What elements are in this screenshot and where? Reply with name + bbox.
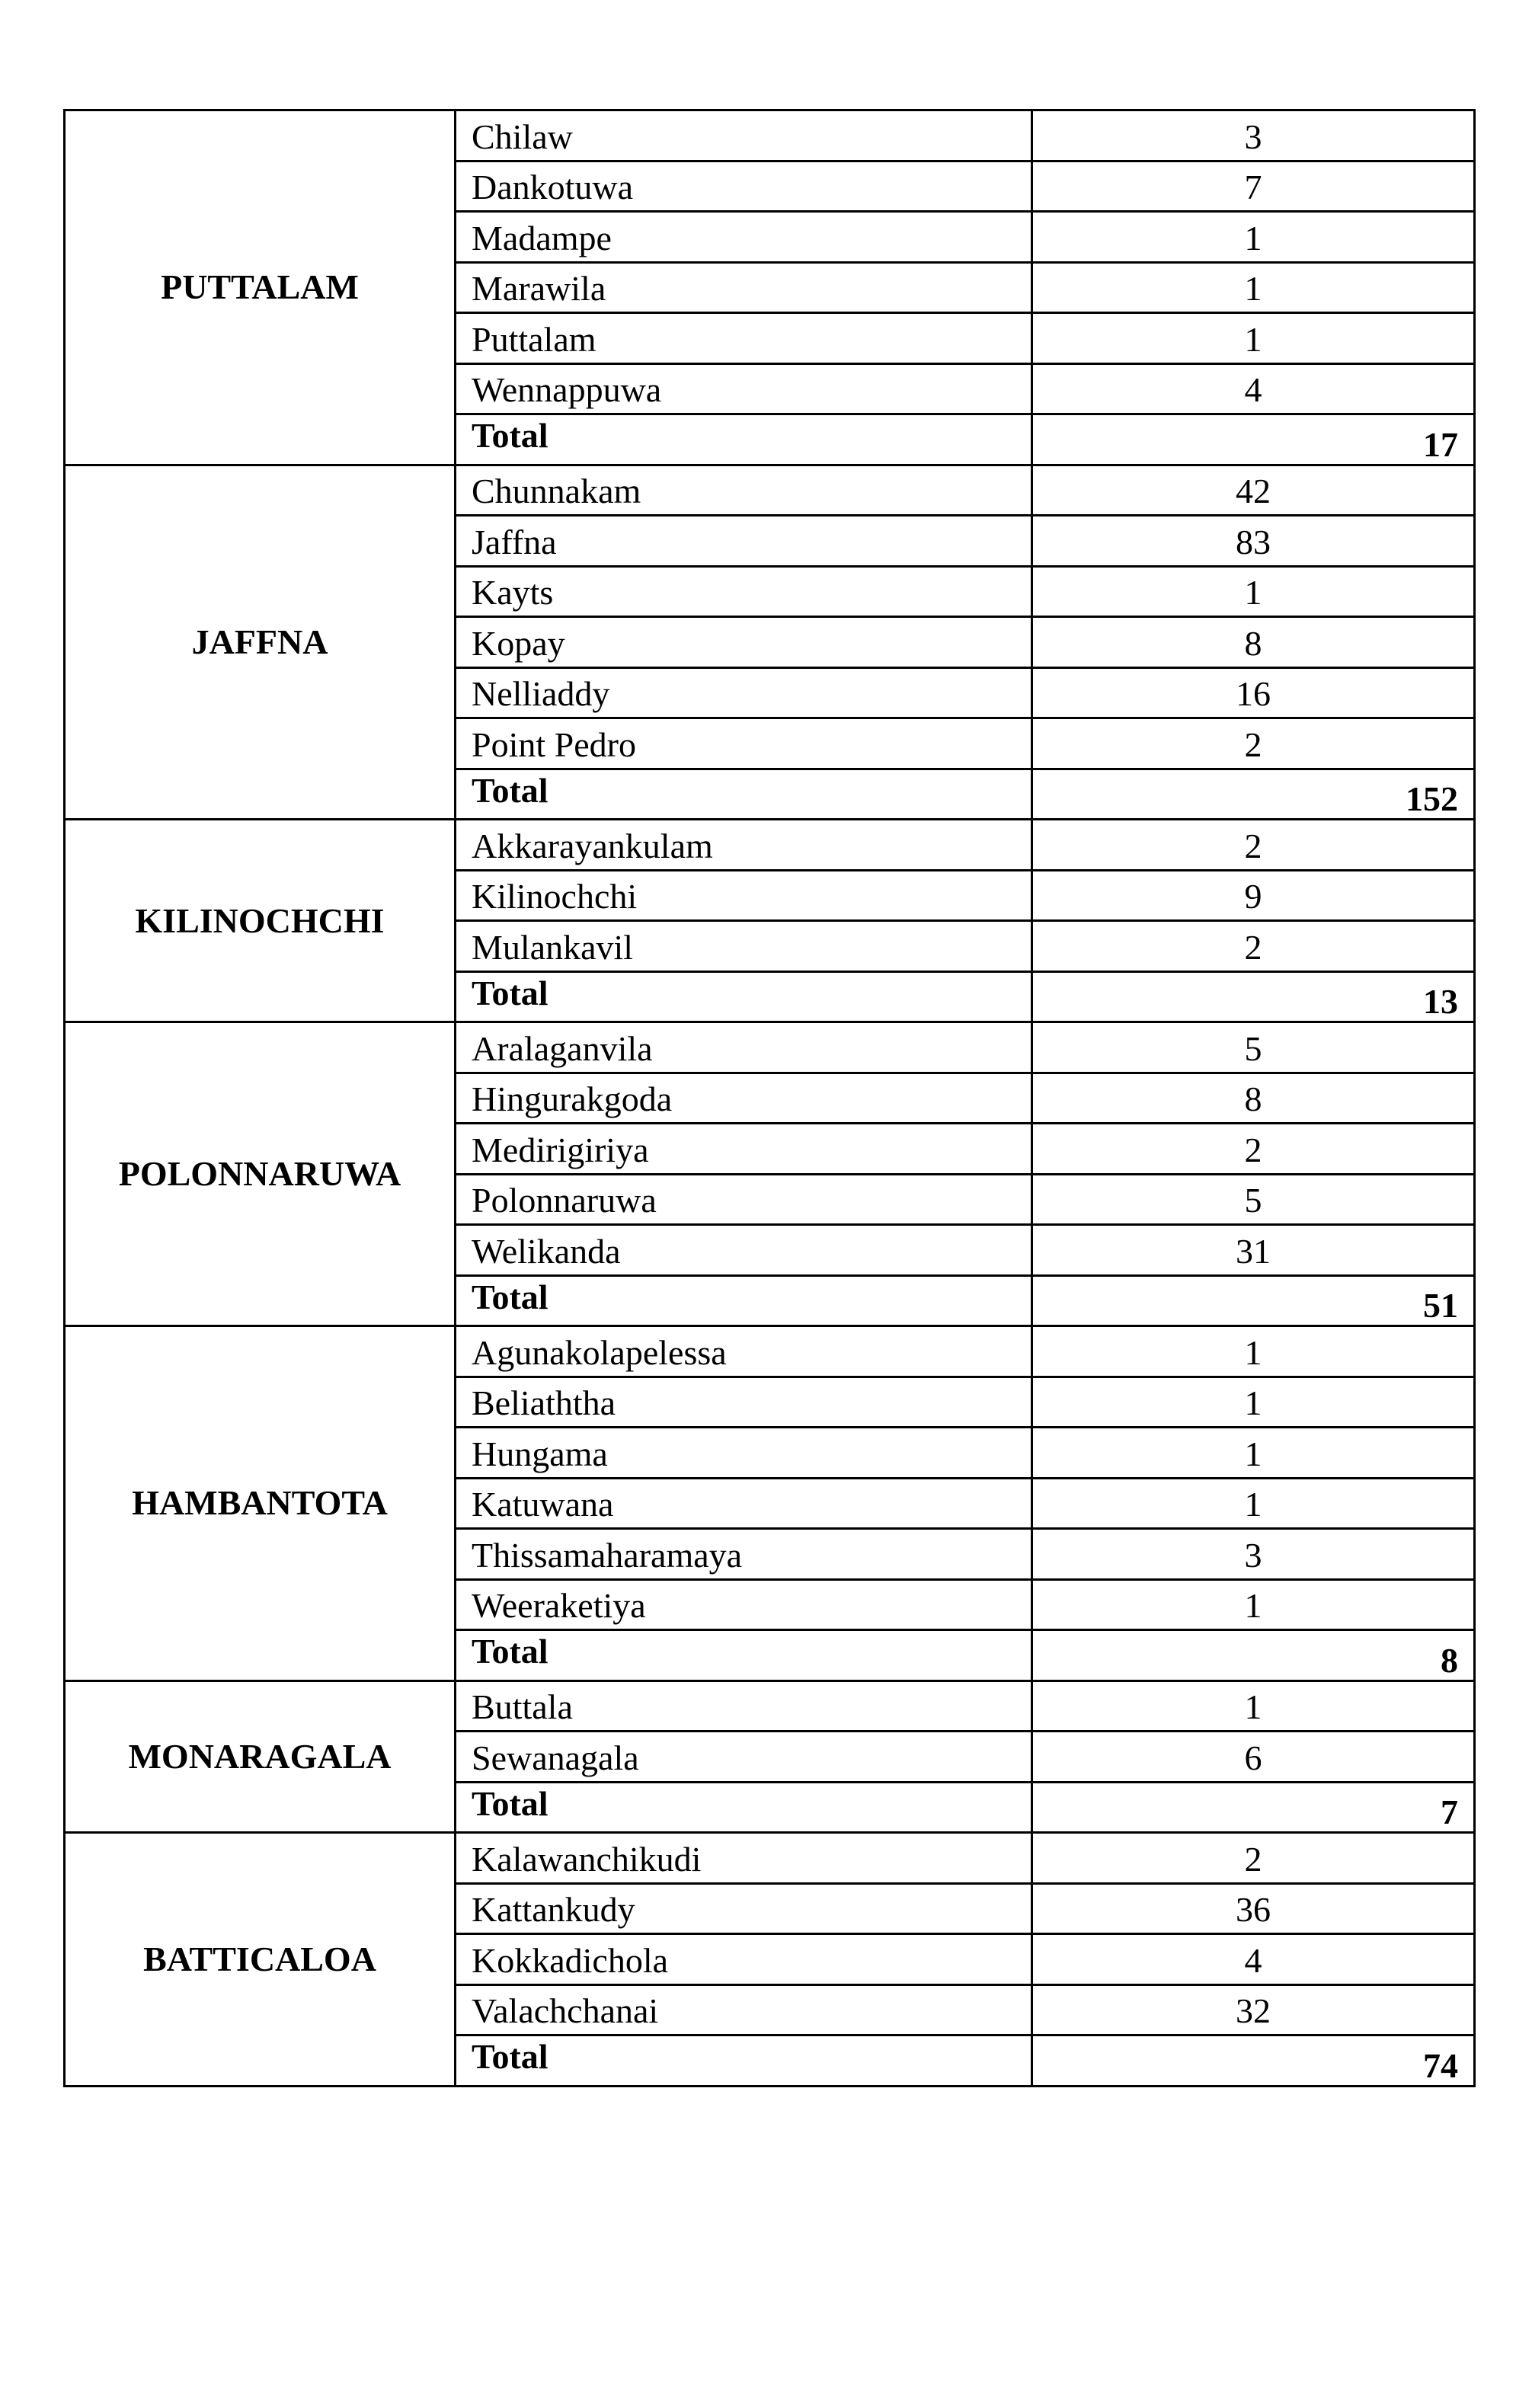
area-count: 36 <box>1032 1883 1475 1934</box>
table-row <box>65 110 1475 161</box>
area-count: 9 <box>1032 870 1475 921</box>
total-value: 8 <box>1032 1630 1475 1681</box>
table-row <box>65 1680 1475 1732</box>
area-name: Aralaganvila <box>456 1022 1032 1073</box>
area-count: 3 <box>1032 1529 1475 1580</box>
area-name: Medirigiriya <box>456 1124 1032 1175</box>
district-name: MONARAGALA <box>65 1680 456 1833</box>
area-name: Valachchanai <box>456 1984 1032 2035</box>
district-area-table <box>63 109 1476 2087</box>
area-count: 1 <box>1032 1326 1475 1377</box>
total-value: 51 <box>1032 1275 1475 1326</box>
area-count: 4 <box>1032 363 1475 414</box>
district-name: PUTTALAM <box>65 110 456 465</box>
area-count: 8 <box>1032 617 1475 668</box>
area-count: 16 <box>1032 667 1475 718</box>
table-row <box>65 465 1475 516</box>
total-label: Total <box>456 971 1032 1022</box>
area-count: 4 <box>1032 1934 1475 1985</box>
area-name: Hingurakgoda <box>456 1073 1032 1124</box>
area-count: 42 <box>1032 465 1475 516</box>
area-count: 1 <box>1032 566 1475 617</box>
area-name: Kayts <box>456 566 1032 617</box>
area-count: 31 <box>1032 1225 1475 1276</box>
table-row <box>65 1833 1475 1884</box>
area-count: 5 <box>1032 1174 1475 1225</box>
area-count: 8 <box>1032 1073 1475 1124</box>
area-count: 2 <box>1032 1833 1475 1884</box>
total-label: Total <box>456 1275 1032 1326</box>
area-name: Weeraketiya <box>456 1579 1032 1630</box>
area-name: Kilinochchi <box>456 870 1032 921</box>
total-label: Total <box>456 1782 1032 1833</box>
area-name: Jaffna <box>456 516 1032 567</box>
table-row <box>65 820 1475 871</box>
area-name: Sewanagala <box>456 1732 1032 1783</box>
area-name: Buttala <box>456 1680 1032 1732</box>
district-name: HAMBANTOTA <box>65 1326 456 1681</box>
total-label: Total <box>456 2035 1032 2087</box>
area-count: 83 <box>1032 516 1475 567</box>
total-label: Total <box>456 414 1032 465</box>
area-name: Kattankudy <box>456 1883 1032 1934</box>
area-count: 2 <box>1032 921 1475 972</box>
area-count: 2 <box>1032 820 1475 871</box>
table-body <box>65 110 1475 2087</box>
table-row <box>65 1326 1475 1377</box>
area-count: 32 <box>1032 1984 1475 2035</box>
area-count: 1 <box>1032 212 1475 263</box>
district-name: JAFFNA <box>65 465 456 820</box>
area-name: Nelliaddy <box>456 667 1032 718</box>
area-name: Mulankavil <box>456 921 1032 972</box>
area-name: Welikanda <box>456 1225 1032 1276</box>
district-name: KILINOCHCHI <box>65 820 456 1022</box>
total-value: 74 <box>1032 2035 1475 2087</box>
area-name: Wennappuwa <box>456 363 1032 414</box>
area-count: 1 <box>1032 1579 1475 1630</box>
total-value: 17 <box>1032 414 1475 465</box>
area-name: Polonnaruwa <box>456 1174 1032 1225</box>
area-name: Hungama <box>456 1428 1032 1479</box>
district-name: POLONNARUWA <box>65 1022 456 1326</box>
area-name: Kokkadichola <box>456 1934 1032 1985</box>
area-count: 2 <box>1032 1124 1475 1175</box>
area-name: Akkarayankulam <box>456 820 1032 871</box>
area-name: Beliaththa <box>456 1377 1032 1428</box>
total-value: 7 <box>1032 1782 1475 1833</box>
area-count: 6 <box>1032 1732 1475 1783</box>
area-name: Point Pedro <box>456 718 1032 769</box>
area-name: Chunnakam <box>456 465 1032 516</box>
area-count: 1 <box>1032 313 1475 364</box>
area-name: Dankotuwa <box>456 161 1032 212</box>
area-count: 1 <box>1032 1377 1475 1428</box>
area-count: 1 <box>1032 1428 1475 1479</box>
area-name: Chilaw <box>456 110 1032 161</box>
total-label: Total <box>456 769 1032 820</box>
total-label: Total <box>456 1630 1032 1681</box>
area-name: Agunakolapelessa <box>456 1326 1032 1377</box>
area-count: 1 <box>1032 1478 1475 1529</box>
area-name: Kopay <box>456 617 1032 668</box>
area-name: Puttalam <box>456 313 1032 364</box>
area-count: 2 <box>1032 718 1475 769</box>
area-name: Madampe <box>456 212 1032 263</box>
total-value: 152 <box>1032 769 1475 820</box>
area-count: 1 <box>1032 262 1475 313</box>
district-name: BATTICALOA <box>65 1833 456 2087</box>
area-count: 3 <box>1032 110 1475 161</box>
area-count: 7 <box>1032 161 1475 212</box>
area-name: Thissamaharamaya <box>456 1529 1032 1580</box>
area-count: 5 <box>1032 1022 1475 1073</box>
area-count: 1 <box>1032 1680 1475 1732</box>
table-row <box>65 1022 1475 1073</box>
area-name: Katuwana <box>456 1478 1032 1529</box>
area-name: Marawila <box>456 262 1032 313</box>
total-value: 13 <box>1032 971 1475 1022</box>
area-name: Kalawanchikudi <box>456 1833 1032 1884</box>
